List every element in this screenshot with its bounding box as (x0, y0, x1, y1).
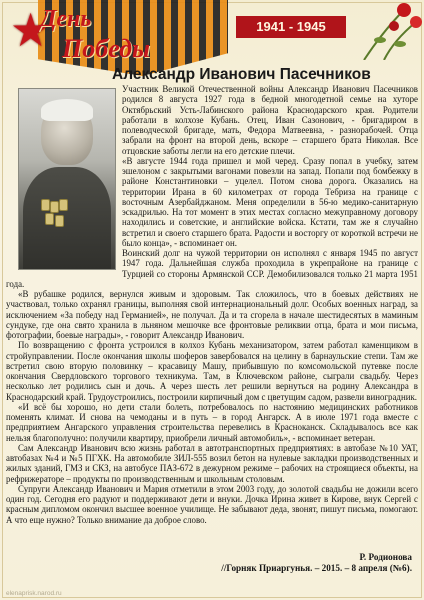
article-paragraph: Воинский долг на чужой территории он исполнял с января 1945 по август 1947 года. Дальнейшая служба проходила в укрепрайоне на границе с Турцией со стороны Армянской ССР. Демобилизовался только 21 марта 1951 года. (6, 248, 418, 289)
banner-years: 1941 - 1945 (236, 16, 346, 38)
photo-spacer (6, 84, 118, 274)
flowers-decoration-icon (354, 0, 424, 60)
source-citation: //Горняк Приаргунья. – 2015. – 8 апреля (№6). (221, 563, 412, 573)
article-paragraph: «И всё бы хорошо, но дети стали болеть, потребовалось по настоянию медицинских работников поменять климат. И снова на чемоданы и в путь – в город Ангарск. А в июле 1971 года вместе с предприятием Ангарского управления строительства перевелись в Красноканск. Складывалось все как нельзя благополучно: получили квартиру, приобрели личный автомобиль», - вспоминает ветеран. (6, 401, 418, 443)
article-paragraph: По возвращению с фронта устроился в колхоз Кубань механизатором, затем работал каменщиком в стройуправлении. После окончания школы шоферов завербовался на целину в барнаульские степи. Там же встретил свою вторую половинку – красавицу Машу, прибывшую по комсомольской путевке после окончания Свердловского торгового техникума. Там, в Ключевском районе, сыграли свадьбу. Через несколько лет родились сын и дочь. А через шесть лет решили вернуться на родину Александра в Краснодарский край. Трудоустроились, построили кирпичный дом с цветущим садом, развели виноградник. (6, 340, 418, 402)
article-paragraph: Сам Александр Иванович всю жизнь работал в автотранспортных предприятиях: в автобазе №10 УАТ, автобазах №4 и №5 ПГХК. На автомобиле ЗИЛ-555 возил бетон на нулевые закладки производственных и жилых зданий, ГМЗ и СКЗ, на автобусе ПАЗ-672 в дежурном режиме – рабочих на строящиеся объекты, на рефрижераторе – продукты по производственным и школьным столовым. (6, 442, 418, 484)
site-watermark: elenaprisk.narod.ru (6, 590, 62, 597)
page-title: Александр Иванович Пасечников (112, 66, 371, 83)
article-paragraph: «В августе 1944 года пришел и мой черед. Сразу попал в учебку, затем эшелоном с закрытыми вагонами повезли на запад. Попали под бомбежку в районе Константиновки – уцелел. Потом снова дорога. Оказались на территории Ирана в 60 километрах от города Тебриза на границе с восточным Азербайджаном. Меня определили в 56-ю медико-санитарную эскадрилью. На тот момент в этих местах согласно межуправному договору находились и советские, и английские войска. Кстати, там же я случайно встретил и своего старшего брата. Радости и восторгу от короткой встречи не было конца», - вспоминает он. (122, 155, 418, 248)
banner-pobedy-text: Победы (62, 34, 151, 63)
article-paragraph: «В рубашке родился, вернулся живым и здоровым. Так сложилось, что в боевых действиях не участвовал, только охранял границы, выполняя свой интернациональный долг. Особых военных наград, за исключением «За победу над Германией», не получал. Да и та сгорела в начале шестидесятых в маминым сундуке, где она свято хранила в льняном мешочке все фронтовые реликвии отца, брата и мои письма, фотографии, боевые награды», - говорит Александр Иванович. (6, 289, 418, 340)
article-signature (221, 552, 412, 574)
banner-den-text: День (40, 6, 92, 32)
author-name: Р. Родионова (359, 552, 412, 562)
red-star-icon: ★ (10, 5, 52, 56)
article-paragraph: Участник Великой Отечественной войны Александр Иванович Пасечников родился 8 августа 1927 года в бедной многодетной семье на хуторе Октябрьский Усть-Лабинского района Краснодарского края. Родители работали в колхозе Кубань. Отец, Иван Сазонович, - бригадиром в полеводческой бригаде, мать, Федора Матвеевна, - разнорабочей. Отца забрали на фронт на второй день, вскоре – старшего брата Николая. Все отцовские заботы легли на его детские плечи. (122, 84, 418, 156)
article-paragraph: Супруги Александр Иванович и Мария отметили в этом 2003 году, до золотой свадьбы не дожили всего один год. Сегодня его радуют и поддерживают дети и внуки. Дочка Ирина живет в Кирове, внук Сергей с красным дипломом окончил высшее военное училище. Не забывают деда, звонят, пишут письма, помогают. А что еще нужно? Только внимание да доброе слово. (6, 483, 418, 525)
article-body (6, 84, 418, 554)
